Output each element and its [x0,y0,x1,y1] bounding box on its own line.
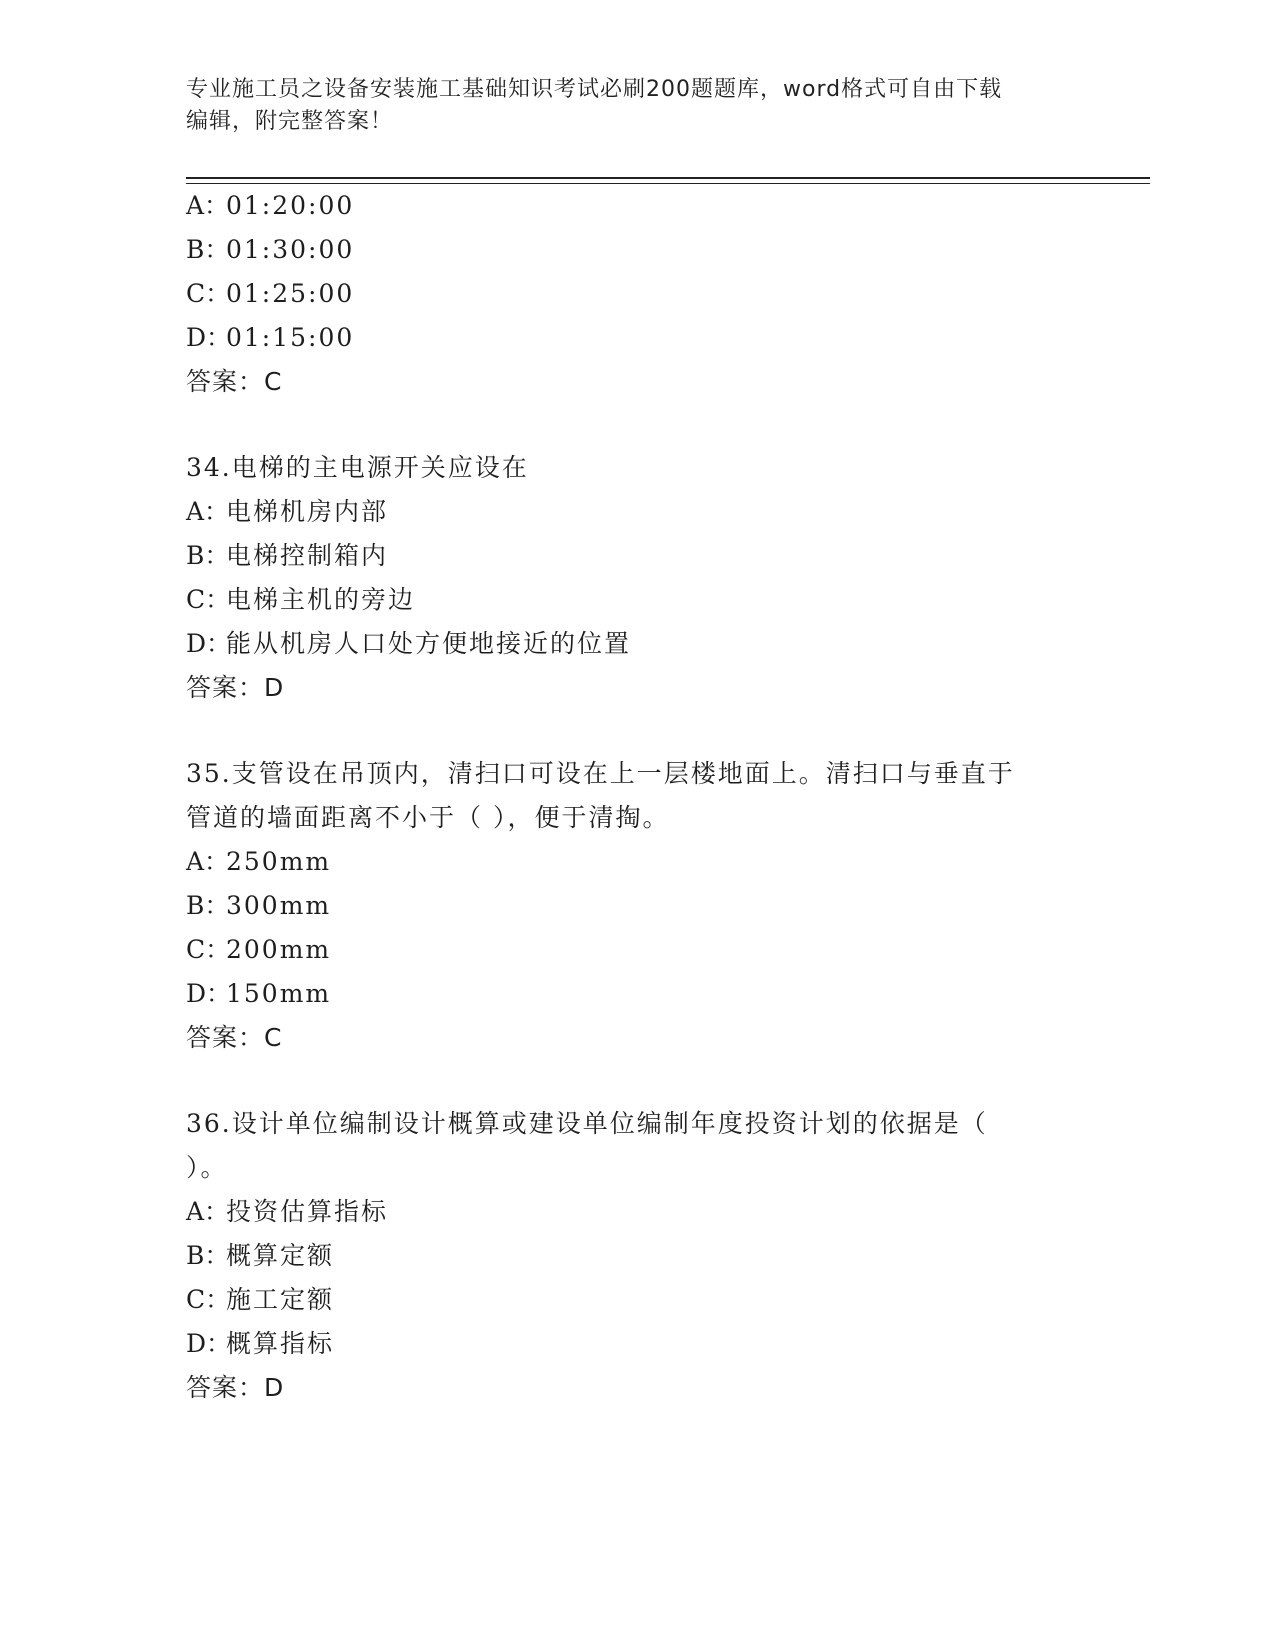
option-text: 200mm [226,935,332,964]
header-divider [186,177,1150,184]
option-text: 01:20:00 [226,191,355,220]
option-text: 250mm [226,847,332,876]
answer-line: 答案：C [186,1023,283,1052]
option-letter: D： [186,323,232,352]
option-row [186,978,331,1010]
option-row [186,496,388,528]
option-row [186,540,388,572]
option-text: 300mm [226,891,332,920]
document-header [186,74,1066,138]
option-letter: D： [186,979,232,1008]
question-stem: 35.支管设在吊顶内，清扫口可设在上一层楼地面上。清扫口与垂直于 [186,759,1015,788]
answer-line: 答案：D [186,673,285,702]
option-row [186,1328,334,1360]
option-letter: D： [186,1329,232,1358]
option-text: 电梯主机的旁边 [226,585,416,614]
option-text: 电梯控制箱内 [226,541,389,570]
option-row [186,234,354,266]
header-title-line-2: 编辑，附完整答案！ [186,109,394,134]
option-text: 能从机房人口处方便地接近的位置 [226,629,632,658]
option-text: 电梯机房内部 [226,497,389,526]
option-text: 投资估算指标 [226,1197,389,1226]
option-row [186,190,354,222]
option-letter: A： [186,1197,230,1226]
option-text: 01:15:00 [226,323,355,352]
option-letter: B： [186,1241,230,1270]
option-text: 01:30:00 [226,235,355,264]
option-letter: C： [186,1285,231,1314]
option-row [186,322,354,354]
option-text: 概算定额 [226,1241,335,1270]
option-text: 150mm [226,979,332,1008]
option-text: 概算指标 [226,1329,335,1358]
option-letter: B： [186,541,230,570]
option-row [186,890,331,922]
option-letter: A： [186,497,230,526]
option-row [186,934,331,966]
option-row [186,628,631,660]
option-row [186,278,354,310]
option-row [186,846,331,878]
answer-line: 答案：D [186,1373,285,1402]
option-row [186,1284,334,1316]
option-letter: A： [186,847,230,876]
answer-line: 答案：C [186,367,283,396]
option-letter: C： [186,279,231,308]
option-row [186,584,415,616]
option-letter: D： [186,629,232,658]
option-letter: B： [186,235,230,264]
option-text: 01:25:00 [226,279,355,308]
question-stem: 36.设计单位编制设计概算或建设单位编制年度投资计划的依据是（ [186,1109,988,1138]
option-letter: C： [186,935,231,964]
question-stem: 管道的墙面距离不小于（ ），便于清掏。 [186,803,670,832]
option-letter: A： [186,191,230,220]
option-row [186,1196,388,1228]
option-letter: C： [186,585,231,614]
question-stem: ）。 [186,1153,228,1182]
question-stem: 34.电梯的主电源开关应设在 [186,453,529,482]
header-title-line-1: 专业施工员之设备安装施工基础知识考试必刷200题题库，word格式可自由下载 [186,77,1003,102]
option-letter: B： [186,891,230,920]
option-row [186,1240,334,1272]
option-text: 施工定额 [226,1285,335,1314]
